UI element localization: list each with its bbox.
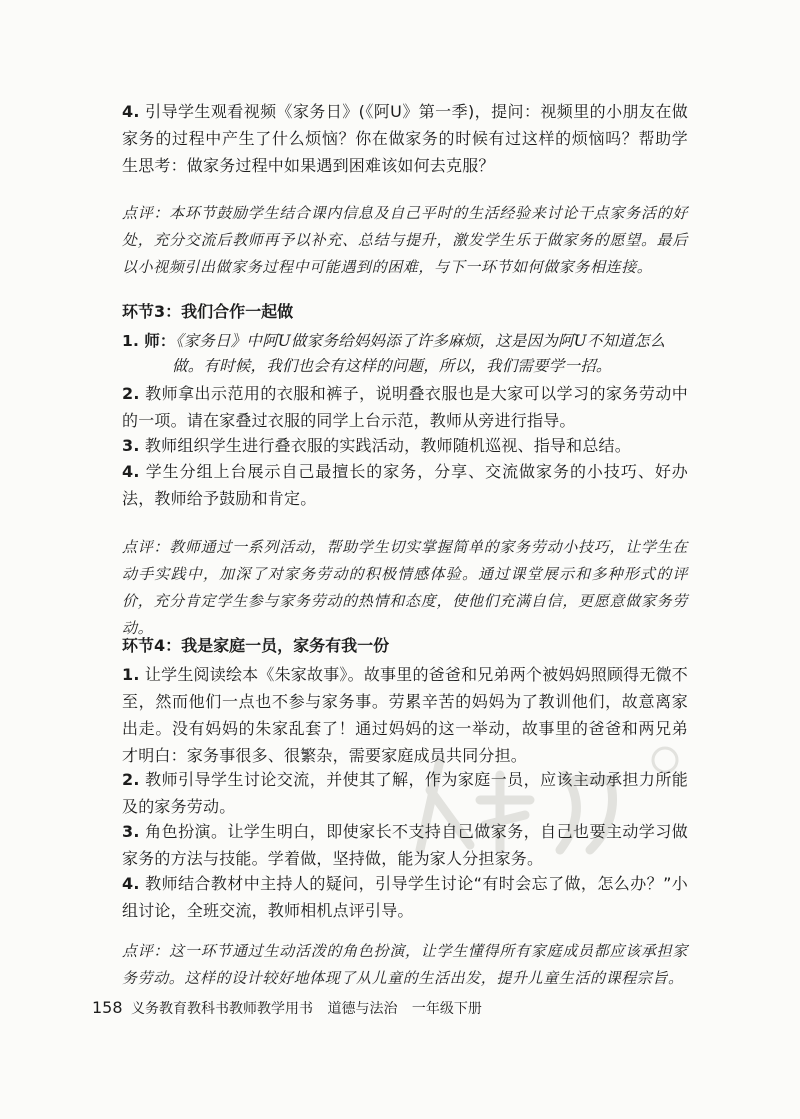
section-4-item-1-text: 让学生阅读绘本《朱家故事》。故事里的爸爸和兄弟两个被妈妈照顾得无微不至，然而他们一点也不参与家务事。劳累辛苦的妈妈为了教训他们，故意离家出走。没有妈妈的朱家乱套了！通过妈妈的这一举动，故事里的爸爸和两兄弟才明白：家务事很多、很繁杂，需要家庭成员共同分担。 — [122, 665, 688, 765]
teacher-label: 师： — [144, 332, 176, 350]
section-3-item-2-number: 2. — [122, 384, 140, 403]
intro-item-4-text: 引导学生观看视频《家务日》(《阿U》第一季)，提问：视频里的小朋友在做家务的过程中产生了什么烦恼？你在做家务的时候有过这样的烦恼吗？帮助学生思考：做家务过程中如果遇到困难该如何去克服？ — [122, 102, 688, 175]
section-3-item-4-text: 学生分组上台展示自己最擅长的家务，分享、交流做家务的小技巧、好办法，教师给予鼓励和肯定。 — [122, 462, 688, 508]
intro-comment: 点评：本环节鼓励学生结合课内信息及自己平时的生活经验来讨论干点家务活的好处，充分交流后教师再予以补充、总结与提升，激发学生乐于做家务的愿望。最后以小视频引出做家务过程中可能遇到的困难，与下一环节如何做家务相连接。 — [122, 204, 688, 276]
section-4-item-2-number: 2. — [122, 770, 140, 789]
intro-item-4-number: 4. — [122, 102, 140, 121]
book-title: 义务教育教科书教师教学用书 — [131, 1001, 313, 1017]
section-4-item-4-text: 教师结合教材中主持人的疑问，引导学生讨论“有时会忘了做，怎么办？”小组讨论，全班交流，教师相机点评引导。 — [122, 874, 688, 920]
section-4-item-1-number: 1. — [122, 665, 140, 684]
page-number: 158 — [92, 998, 123, 1017]
teacher-speech-line-2: 做。有时候，我们也会有这样的问题，所以，我们需要学一招。 — [172, 357, 612, 375]
section-3-item-2 — [122, 380, 688, 434]
section-3-item-2-text: 教师拿出示范用的衣服和裤子，说明叠衣服也是大家可以学习的家务劳动中的一项。请在家叠过衣服的同学上台示范，教师从旁进行指导。 — [122, 384, 688, 430]
section-3-comment: 点评：教师通过一系列活动，帮助学生切实掌握简单的家务劳动小技巧，让学生在动手实践中，加深了对家务劳动的积极情感体验。通过课堂展示和多种形式的评价，充分肯定学生参与家务劳动的热情和态度，使他们充满自信，更愿意做家务劳动。 — [122, 538, 688, 637]
section-3-item-4 — [122, 458, 688, 512]
section-4-item-3-number: 3. — [122, 822, 140, 841]
subject-name: 道德与法治 — [327, 1001, 398, 1017]
section-3-heading: 环节3：我们合作一起做 — [122, 302, 294, 321]
section-3-item-3 — [122, 432, 688, 459]
section-4-item-3-text: 角色扮演。让学生明白，即使家长不支持自己做家务，自己也要主动学习做家务的方法与技能。学着做，坚持做，能为家人分担家务。 — [122, 822, 688, 868]
section-3-item-3-text: 教师组织学生进行叠衣服的实践活动，教师随机巡视、指导和总结。 — [144, 436, 631, 455]
section-4-item-2 — [122, 766, 688, 820]
section-4-item-3 — [122, 818, 688, 872]
grade-label: 一年级下册 — [411, 1001, 482, 1017]
section-3-item-1 — [122, 328, 688, 355]
section-4-comment: 点评：这一环节通过生动活泼的角色扮演，让学生懂得所有家庭成员都应该承担家务劳动。这样的设计较好地体现了从儿童的生活出发，提升儿童生活的课程宗旨。 — [122, 942, 688, 987]
section-4-item-1 — [122, 661, 688, 769]
intro-item-4 — [122, 98, 688, 179]
section-4-item-2-text: 教师引导学生讨论交流，并使其了解，作为家庭一员，应该主动承担力所能及的家务劳动。 — [122, 770, 688, 816]
page-footer — [92, 998, 482, 1019]
section-4-item-4-number: 4. — [122, 874, 140, 893]
section-3-item-1-number: 1. — [122, 332, 140, 350]
section-3-item-3-number: 3. — [122, 436, 140, 455]
section-3-item-4-number: 4. — [122, 462, 140, 481]
section-4-heading: 环节4：我是家庭一员，家务有我一份 — [122, 636, 390, 655]
teacher-speech-line-1: 《家务日》中阿U做家务给妈妈添了许多麻烦，这是因为阿U不知道怎么 — [175, 332, 666, 350]
section-4-item-4 — [122, 870, 688, 924]
